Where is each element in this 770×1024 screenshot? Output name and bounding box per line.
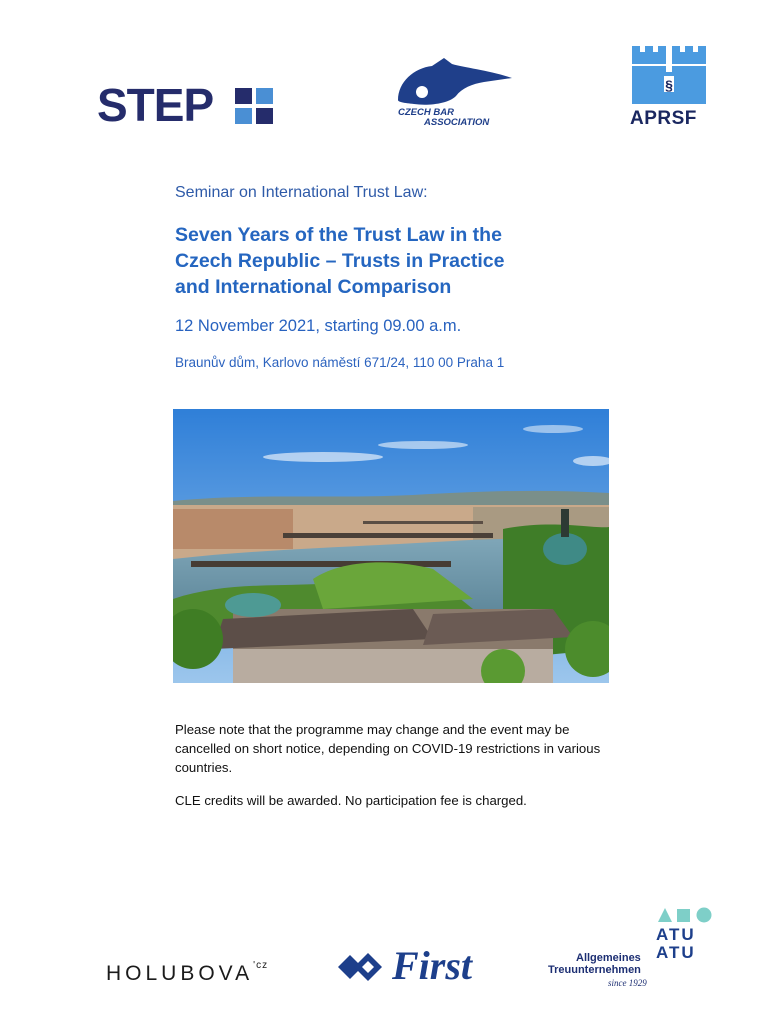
atu-text-line1: Allgemeines bbox=[576, 952, 641, 964]
event-date: 12 November 2021, starting 09.00 a.m. bbox=[175, 317, 462, 335]
cle-credits-note: CLE credits will be awarded. No participation fee is charged. bbox=[175, 793, 527, 808]
holubova-logo-text: HOLUBOVA bbox=[106, 962, 254, 985]
holubova-logo-suffix: 'cz bbox=[253, 960, 269, 971]
programme-change-note: Please note that the programme may change and the event may be cancelled on short notice, depending on COVID-19 restrictions in various countries. bbox=[175, 722, 601, 775]
event-title-line: Seven Years of the Trust Law in the bbox=[175, 224, 502, 246]
atu-shapes-icon bbox=[656, 906, 714, 924]
step-logo bbox=[97, 79, 277, 131]
atu-text-line2: Treuunternehmen bbox=[548, 964, 641, 976]
svg-text:§: § bbox=[665, 77, 673, 93]
event-title-line: Czech Republic – Trusts in Practice bbox=[175, 250, 505, 272]
atu-logo bbox=[546, 906, 716, 990]
cba-text-line1: CZECH BAR bbox=[398, 107, 454, 118]
czech-bar-association-logo bbox=[392, 56, 518, 132]
event-title-line: and International Comparison bbox=[175, 276, 452, 298]
cba-text-line2: ASSOCIATION bbox=[424, 117, 490, 128]
atu-letters-top: ATU bbox=[656, 925, 696, 944]
seminar-label: Seminar on International Trust Law: bbox=[175, 184, 428, 201]
atu-since: since 1929 bbox=[608, 978, 647, 988]
cba-emblem-icon bbox=[392, 56, 518, 108]
step-plus-icon bbox=[235, 88, 273, 124]
aprsf-logo bbox=[628, 44, 710, 132]
aprsf-logo-text: APRSF bbox=[630, 108, 697, 129]
diamond-icon bbox=[336, 950, 388, 984]
step-logo-text: STEP bbox=[97, 79, 214, 131]
first-logo-text: First bbox=[392, 943, 473, 988]
event-title bbox=[175, 222, 595, 300]
first-logo bbox=[336, 943, 498, 990]
event-venue: Braunův dům, Karlovo náměstí 671/24, 110 00 Praha 1 bbox=[175, 355, 505, 370]
atu-letters-bottom: ATU bbox=[656, 943, 696, 962]
holubova-logo bbox=[106, 962, 268, 986]
castle-towers-icon bbox=[628, 44, 710, 106]
prague-photo bbox=[173, 409, 609, 683]
